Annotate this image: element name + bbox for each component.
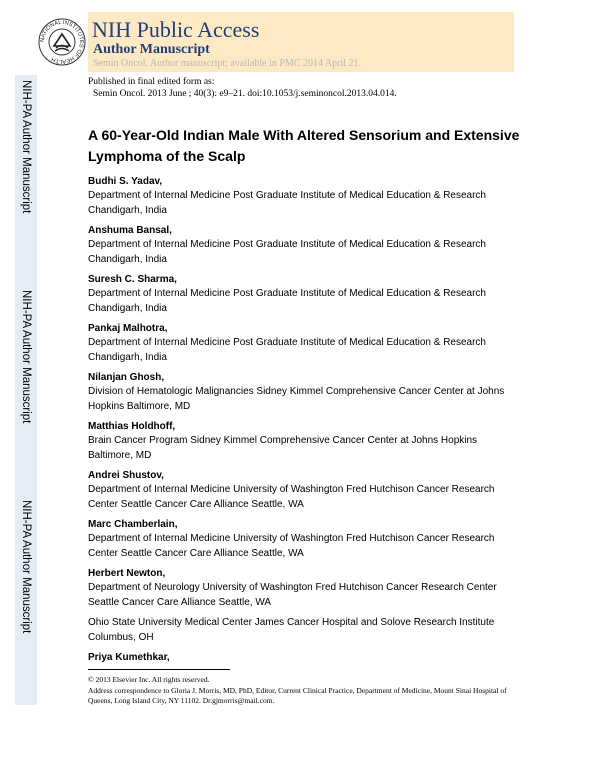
author-affiliation: Brain Cancer Program Sidney Kimmel Comprehensive Cancer Center at Johns Hopkins Baltimore, MD xyxy=(88,435,478,461)
author-affiliation: Department of Internal Medicine University of Washington Fred Hutchison Cancer Research Center Seattle Cancer Care Alliance Seattle, WA xyxy=(88,484,495,510)
copyright-note: © 2013 Elsevier Inc. All rights reserved. xyxy=(88,675,210,684)
author-entry xyxy=(88,651,518,665)
author-affiliation: Department of Internal Medicine Post Graduate Institute of Medical Education & Research Chandigarh, India xyxy=(88,190,486,216)
publication-info xyxy=(88,76,397,100)
author-manuscript-label: Author Manuscript xyxy=(93,42,210,57)
sidebar-label-2: NIH-PA Author Manuscript xyxy=(20,290,32,424)
author-name: Suresh C. Sharma, xyxy=(88,274,177,285)
published-label: Published in final edited form as: xyxy=(88,77,215,87)
author-affiliation: Department of Internal Medicine Post Graduate Institute of Medical Education & Research Chandigarh, India xyxy=(88,288,486,314)
author-entry xyxy=(88,469,518,512)
journal-citation: Semin Oncol. 2013 June ; 40(3): e9–21. doi:10.1053/j.seminoncol.2013.04.014. xyxy=(93,89,397,99)
nih-title: NIH Public Access xyxy=(92,17,260,42)
author-affiliation: Ohio State University Medical Center James Cancer Hospital and Solove Research Institute Columbus, OH xyxy=(88,617,495,643)
author-name: Herbert Newton, xyxy=(88,568,166,579)
author-name: Andrei Shustov, xyxy=(88,470,164,481)
footnotes xyxy=(88,675,518,707)
author-affiliation: Department of Internal Medicine Post Graduate Institute of Medical Education & Research Chandigarh, India xyxy=(88,239,486,265)
author-entry xyxy=(88,322,518,365)
pmc-citation: Semin Oncol. Author manuscript; available in PMC 2014 April 21. xyxy=(93,58,362,69)
sidebar-label-3: NIH-PA Author Manuscript xyxy=(20,500,32,634)
author-affiliation: Department of Neurology University of Washington Fred Hutchison Cancer Research Center Seattle Cancer Care Alliance Seattle, WA xyxy=(88,582,497,608)
author-list xyxy=(88,175,518,671)
author-name: Priya Kumethkar, xyxy=(88,652,170,663)
author-name: Marc Chamberlain, xyxy=(88,519,178,530)
footnote-divider xyxy=(88,669,230,670)
author-entry xyxy=(88,420,518,463)
author-affiliation: Division of Hematologic Malignancies Sidney Kimmel Comprehensive Cancer Center at Johns Hopkins Baltimore, MD xyxy=(88,386,505,412)
author-name: Pankaj Malhotra, xyxy=(88,323,168,334)
author-entry xyxy=(88,273,518,316)
sidebar-label-1: NIH-PA Author Manuscript xyxy=(20,80,32,214)
author-entry xyxy=(88,175,518,218)
author-name: Matthias Holdhoff, xyxy=(88,421,176,432)
author-entry xyxy=(88,616,518,645)
author-entry xyxy=(88,567,518,610)
author-affiliation: Department of Internal Medicine Post Graduate Institute of Medical Education & Research Chandigarh, India xyxy=(88,337,486,363)
logo-ring-text: NATIONAL INSTITUTES OF HEALTH xyxy=(39,19,85,65)
nih-seal-icon xyxy=(36,12,88,72)
author-name: Anshuma Bansal, xyxy=(88,225,172,236)
author-entry xyxy=(88,371,518,414)
nih-logo xyxy=(36,12,88,72)
correspondence-note: Address correspondence to Gloria J. Morris, MD, PhD, Editor, Current Clinical Practice, Department of Medicine, Mount Sinai Hospital of Queens, Long Island City, NY 11102. Dr.gjmorris@mail.com. xyxy=(88,685,507,705)
author-name: Nilanjan Ghosh, xyxy=(88,372,165,383)
author-name: Budhi S. Yadav, xyxy=(88,176,163,187)
author-affiliation: Department of Internal Medicine University of Washington Fred Hutchison Cancer Research Center Seattle Cancer Care Alliance Seattle, WA xyxy=(88,533,495,559)
author-entry xyxy=(88,518,518,561)
author-entry xyxy=(88,224,518,267)
article-title: A 60-Year-Old Indian Male With Altered Sensorium and Extensive Lymphoma of the Scalp xyxy=(88,127,520,164)
